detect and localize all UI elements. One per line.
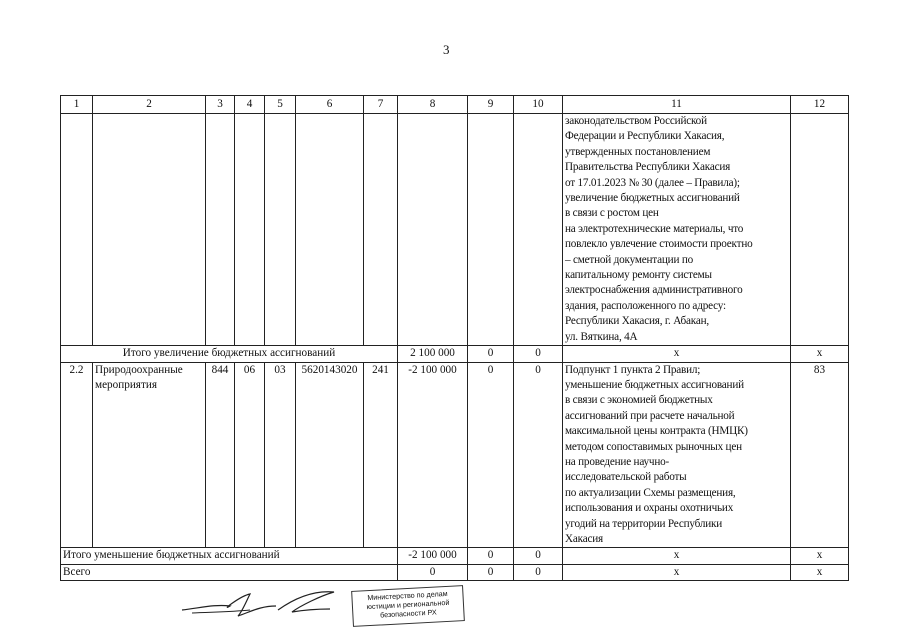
header-cell: 2 bbox=[93, 96, 206, 114]
table-row-2-2 bbox=[61, 362, 849, 548]
code-subsection: 03 bbox=[265, 362, 296, 548]
justification-text: законодательством Российской Федерации и Республики Хакасия, утвержденных постановлением Правительства Республики Хакасия от 17.01.2023 № 30 (далее – Правила); увеличение бюджетных ассигнований в связи с ростом цен на электротехнические материалы, что повлекло увлечение стоимости проектно – сметной документации по капитальному ремонту системы электроснабжения административного здания, расположенного по адресу: Республики Хакасия, г. Абакан, ул. Вяткина, 4А bbox=[563, 114, 791, 346]
ministry-stamp: Министерство по делам юстиции и региональной безопасности РХ bbox=[351, 585, 465, 627]
total-decrease-col12: x bbox=[791, 548, 849, 564]
header-cell: 5 bbox=[265, 96, 296, 114]
total-decrease-label: Итого уменьшение бюджетных ассигнований bbox=[61, 548, 398, 564]
total-increase-col11: x bbox=[563, 346, 791, 362]
total-increase-amount: 2 100 000 bbox=[398, 346, 468, 362]
total-row bbox=[61, 564, 849, 580]
total-col12: x bbox=[791, 564, 849, 580]
table-header-row bbox=[61, 96, 849, 114]
header-cell: 9 bbox=[468, 96, 514, 114]
header-cell: 12 bbox=[791, 96, 849, 114]
continuation-row bbox=[61, 114, 849, 346]
total-col10: 0 bbox=[514, 564, 563, 580]
code-expense-type: 241 bbox=[364, 362, 398, 548]
code-target: 5620143020 bbox=[296, 362, 364, 548]
total-decrease-col9: 0 bbox=[468, 548, 514, 564]
amount-change: -2 100 000 bbox=[398, 362, 468, 548]
total-decrease-amount: -2 100 000 bbox=[398, 548, 468, 564]
total-decrease-col10: 0 bbox=[514, 548, 563, 564]
event-name: Природоохранные мероприятия bbox=[93, 362, 206, 548]
col9-value: 0 bbox=[468, 362, 514, 548]
total-col11: x bbox=[563, 564, 791, 580]
col12-value: 83 bbox=[791, 362, 849, 548]
total-increase-col9: 0 bbox=[468, 346, 514, 362]
total-amount: 0 bbox=[398, 564, 468, 580]
header-cell: 10 bbox=[514, 96, 563, 114]
header-cell: 1 bbox=[61, 96, 93, 114]
total-increase-col12: x bbox=[791, 346, 849, 362]
justification-text: Подпункт 1 пункта 2 Правил; уменьшение бюджетных ассигнований в связи с экономией бюджетных ассигнований при расчете начальной максимальной цены контракта (НМЦК) методом сопоставимых рыночных цен на проведение научно- исследовательской работы по актуализации Схемы размещения, использования и охраны охотничьих угодий на территории Республики Хакасия bbox=[563, 362, 791, 548]
total-decrease-row bbox=[61, 548, 849, 564]
col10-value: 0 bbox=[514, 362, 563, 548]
header-cell: 11 bbox=[563, 96, 791, 114]
header-cell: 7 bbox=[364, 96, 398, 114]
page-number: 3 bbox=[443, 42, 450, 57]
total-increase-row bbox=[61, 346, 849, 362]
header-cell: 3 bbox=[206, 96, 235, 114]
total-decrease-col11: x bbox=[563, 548, 791, 564]
total-increase-label: Итого увеличение бюджетных ассигнований bbox=[61, 346, 398, 362]
header-cell: 8 bbox=[398, 96, 468, 114]
signature-image bbox=[180, 582, 340, 622]
total-label: Всего bbox=[61, 564, 398, 580]
header-cell: 4 bbox=[235, 96, 265, 114]
header-cell: 6 bbox=[296, 96, 364, 114]
row-number: 2.2 bbox=[61, 362, 93, 548]
code-section: 06 bbox=[235, 362, 265, 548]
total-increase-col10: 0 bbox=[514, 346, 563, 362]
code-ministry: 844 bbox=[206, 362, 235, 548]
total-col9: 0 bbox=[468, 564, 514, 580]
budget-table bbox=[60, 95, 849, 581]
